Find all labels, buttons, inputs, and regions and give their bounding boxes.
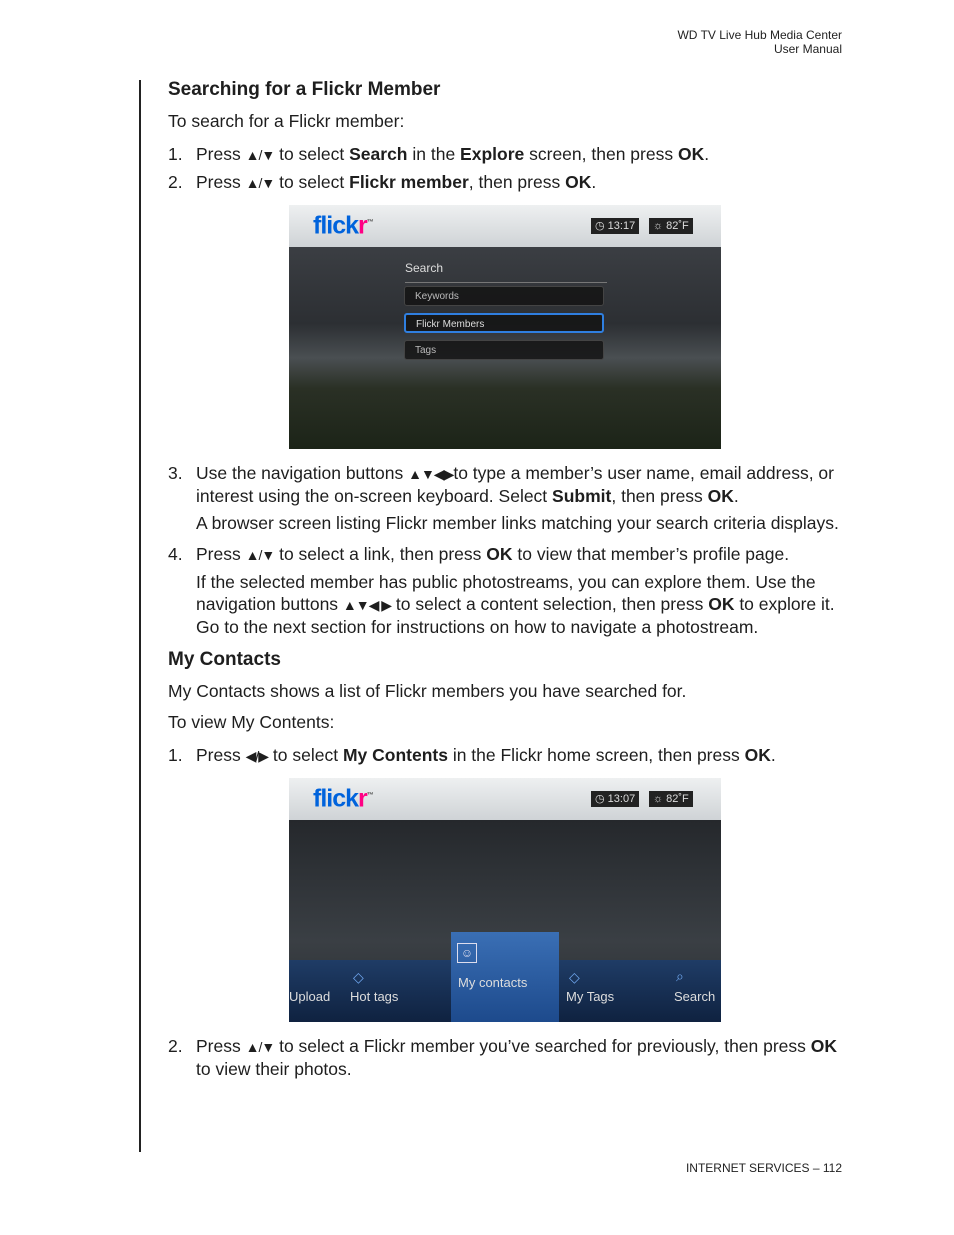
step-text: , then press [611, 486, 708, 506]
step-number: 3. [168, 463, 183, 483]
arrow-navigation-icon: ▲▼◀ ▶ [342, 597, 392, 613]
arrow-up-down-icon: ▲/▼ [245, 147, 275, 163]
tag-icon: ◇ [569, 969, 580, 985]
logo-text: r [358, 784, 367, 813]
step-number: 2. [168, 1036, 183, 1056]
menu-item-hot-tags[interactable]: Hot tags [350, 989, 399, 1004]
step-number: 1. [168, 745, 183, 765]
step-text: Press [196, 745, 246, 765]
term-submit: Submit [552, 486, 612, 506]
note-text: to select a content selection, then press [391, 594, 709, 614]
step-number: 2. [168, 172, 183, 192]
step-text: . [591, 172, 597, 192]
step-3-note: A browser screen listing Flickr member links matching your search criteria displays. [196, 513, 839, 533]
temperature-text: 82˚F [666, 793, 689, 805]
contacts-step-1 [168, 744, 848, 767]
step-text: to type a member’s user name, email address, or interest using the on-screen keyboard. Select [196, 463, 834, 506]
header-title: WD TV Live Hub Media Center [677, 28, 842, 42]
clock-badge [591, 791, 639, 807]
step-text: Press [196, 544, 246, 564]
weather-badge [649, 218, 693, 234]
step-text: . [704, 144, 710, 164]
contacts-intro: My Contacts shows a list of Flickr members you have searched for. [168, 681, 687, 701]
intro-text: To search for a Flickr member: [168, 111, 405, 131]
sun-icon: ☼ [653, 793, 664, 805]
step-4 [168, 543, 848, 566]
sun-icon: ☼ [653, 220, 664, 232]
tag-icon: ◇ [353, 969, 364, 985]
term-explore: Explore [460, 144, 525, 164]
term-my-contents: My Contents [342, 745, 448, 765]
page-content [168, 77, 848, 1080]
option-keywords[interactable]: Keywords [404, 286, 604, 306]
note-text: to explore it. Go to the next section for instructions on how to navigate a photostream. [196, 594, 835, 637]
menu-item-my-contacts[interactable]: My contacts [458, 975, 528, 990]
menu-item-upload[interactable]: Upload [289, 989, 331, 1004]
arrow-up-down-icon: ▲/▼ [245, 547, 275, 563]
step-text: to view that member’s profile page. [512, 544, 790, 564]
step-text: Press [196, 144, 246, 164]
contacts-step-2 [168, 1035, 848, 1080]
step-text: to select a link, then press [274, 544, 487, 564]
temperature-text: 82˚F [666, 220, 689, 232]
flickr-logo [313, 784, 373, 813]
note-text: If the selected member has public photostreams, you can explore them. Use the navigation buttons [196, 572, 816, 614]
step-text: to select [268, 745, 343, 765]
logo-text: r [358, 211, 367, 240]
time-text: 13:17 [607, 220, 636, 232]
logo-trademark: ™ [366, 219, 373, 226]
clock-icon: ◷ [595, 220, 605, 232]
arrow-up-down-icon: ▲/▼ [245, 175, 275, 191]
search-icon: ⌕ [676, 968, 684, 984]
step-text: Press [196, 172, 246, 192]
step-3 [168, 462, 848, 507]
term-ok: OK [486, 544, 513, 564]
option-tags[interactable]: Tags [404, 340, 604, 360]
search-title: Search [405, 257, 607, 283]
step-text: . [770, 745, 776, 765]
contact-icon: ☺ [457, 943, 477, 963]
step-number: 1. [168, 144, 183, 164]
time-text: 13:07 [607, 793, 636, 805]
clock-badge [591, 218, 639, 234]
logo-trademark: ™ [366, 792, 373, 799]
menu-item-search[interactable]: Search [674, 989, 716, 1004]
flickr-search-screenshot [289, 205, 721, 449]
term-ok: OK [810, 1036, 838, 1056]
page-header [677, 28, 842, 56]
step-1 [168, 143, 848, 166]
step-4-note [168, 571, 848, 638]
menu-item-my-tags[interactable]: My Tags [566, 989, 615, 1004]
contacts-intro-2: To view My Contents: [168, 712, 335, 732]
step-text: screen, then press [524, 144, 678, 164]
option-flickr-members[interactable]: Flickr Members [404, 313, 604, 333]
margin-rule [139, 80, 141, 1152]
step-text: . [733, 486, 739, 506]
term-ok: OK [565, 172, 592, 192]
step-2 [168, 171, 848, 194]
flickr-logo [313, 211, 373, 240]
step-text: to select [274, 172, 350, 192]
step-text: , then press [468, 172, 566, 192]
term-search: Search [349, 144, 408, 164]
step-text: in the Flickr home screen, then press [447, 745, 745, 765]
term-ok: OK [744, 745, 771, 765]
term-ok: OK [677, 144, 705, 164]
step-number: 4. [168, 544, 183, 564]
step-text: in the [407, 144, 461, 164]
arrow-up-down-icon: ▲/▼ [245, 1039, 275, 1055]
clock-icon: ◷ [595, 793, 605, 805]
step-text: to view their photos. [196, 1059, 352, 1079]
step-text: Press [196, 1036, 246, 1056]
term-ok: OK [708, 594, 735, 614]
section-heading-my-contacts: My Contacts [168, 649, 281, 670]
step-text: to select [274, 144, 350, 164]
step-text: Use the navigation buttons [196, 463, 409, 483]
section-heading-flickr-member: Searching for a Flickr Member [168, 79, 441, 100]
page-footer: INTERNET SERVICES – 112 [685, 1161, 842, 1175]
term-flickr-member: Flickr member [349, 172, 469, 192]
logo-text: flick [313, 784, 359, 813]
arrow-navigation-icon: ▲▼◀▶ [408, 466, 454, 482]
flickr-home-screenshot [289, 778, 721, 1022]
logo-text: flick [313, 211, 359, 240]
term-ok: OK [707, 486, 734, 506]
header-subtitle: User Manual [773, 42, 842, 56]
step-text: to select a Flickr member you’ve searched for previously, then press [274, 1036, 811, 1056]
arrow-left-right-icon: ◀/▶ [245, 748, 269, 764]
weather-badge [649, 791, 693, 807]
